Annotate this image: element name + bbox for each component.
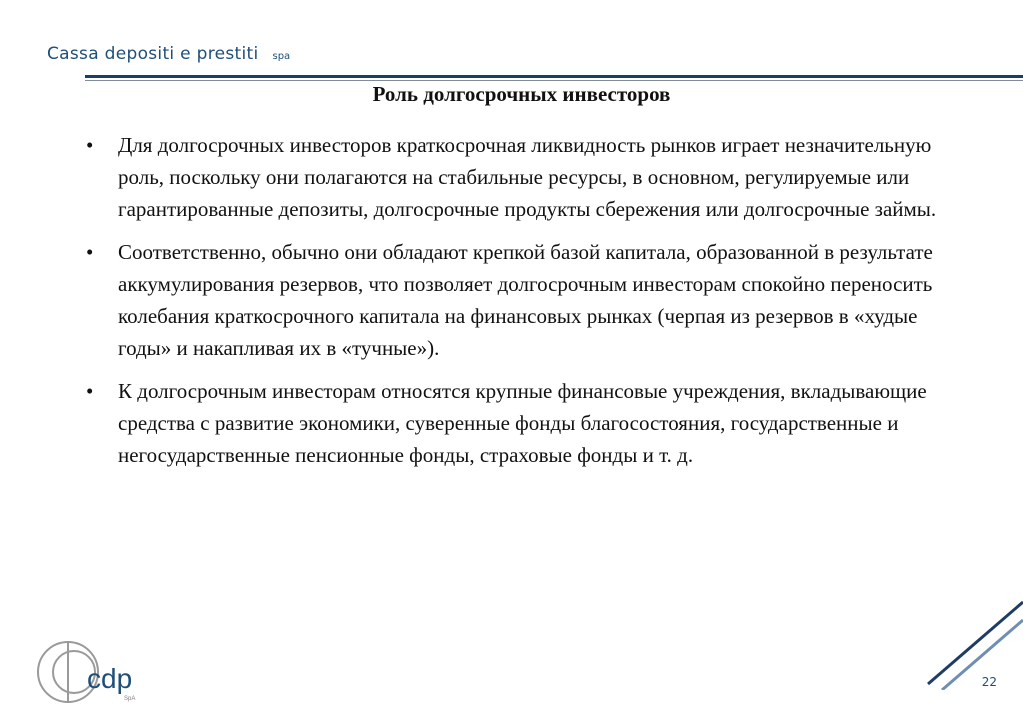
bullet-item <box>86 375 956 471</box>
stripe-dark <box>928 602 1023 684</box>
company-suffix: spa <box>272 51 291 62</box>
logo-subtext: SpA <box>124 696 136 702</box>
cdp-logo <box>34 636 154 708</box>
bullet-marker: • <box>86 240 94 264</box>
slide-title: Роль долгосрочных инвесторов <box>372 82 671 106</box>
header-rule-thin <box>85 80 1023 81</box>
bullet-item <box>86 236 956 364</box>
bullet-text: Соответственно, обычно они обладают крепкой базой капитала, образованной в результате аккумулирования резервов, что позволяет долгосрочным инвесторам спокойно переносить колебания краткосрочного капитала на финансовых рынках (черпая из резервов в «худые годы» и накапливая их в «тучные»). <box>118 240 933 360</box>
bullet-item <box>86 129 956 225</box>
company-name: Cassa depositi e prestiti <box>47 44 259 64</box>
bullet-marker: • <box>86 133 94 157</box>
bullet-marker: • <box>86 379 94 403</box>
header <box>47 44 290 64</box>
page-number: 22 <box>981 675 997 689</box>
corner-stripes <box>918 598 1023 690</box>
bullet-text: Для долгосрочных инвесторов краткосрочная ликвидность рынков играет незначительную роль, поскольку они полагаются на стабильные ресурсы, в основном, регулируемые или гарантированные депозиты, долгосрочные продукты сбережения или долгосрочные займы. <box>118 133 937 221</box>
bullet-text: К долгосрочным инвесторам относятся крупные финансовые учреждения, вкладывающие средства с развитие экономики, суверенные фонды благосостояния, государственные и негосударственные пенсионные фонды, страховые фонды и т. д. <box>118 379 927 467</box>
logo-text: cdp <box>87 663 133 694</box>
bullet-list <box>86 129 956 482</box>
header-rule-thick <box>85 75 1023 78</box>
